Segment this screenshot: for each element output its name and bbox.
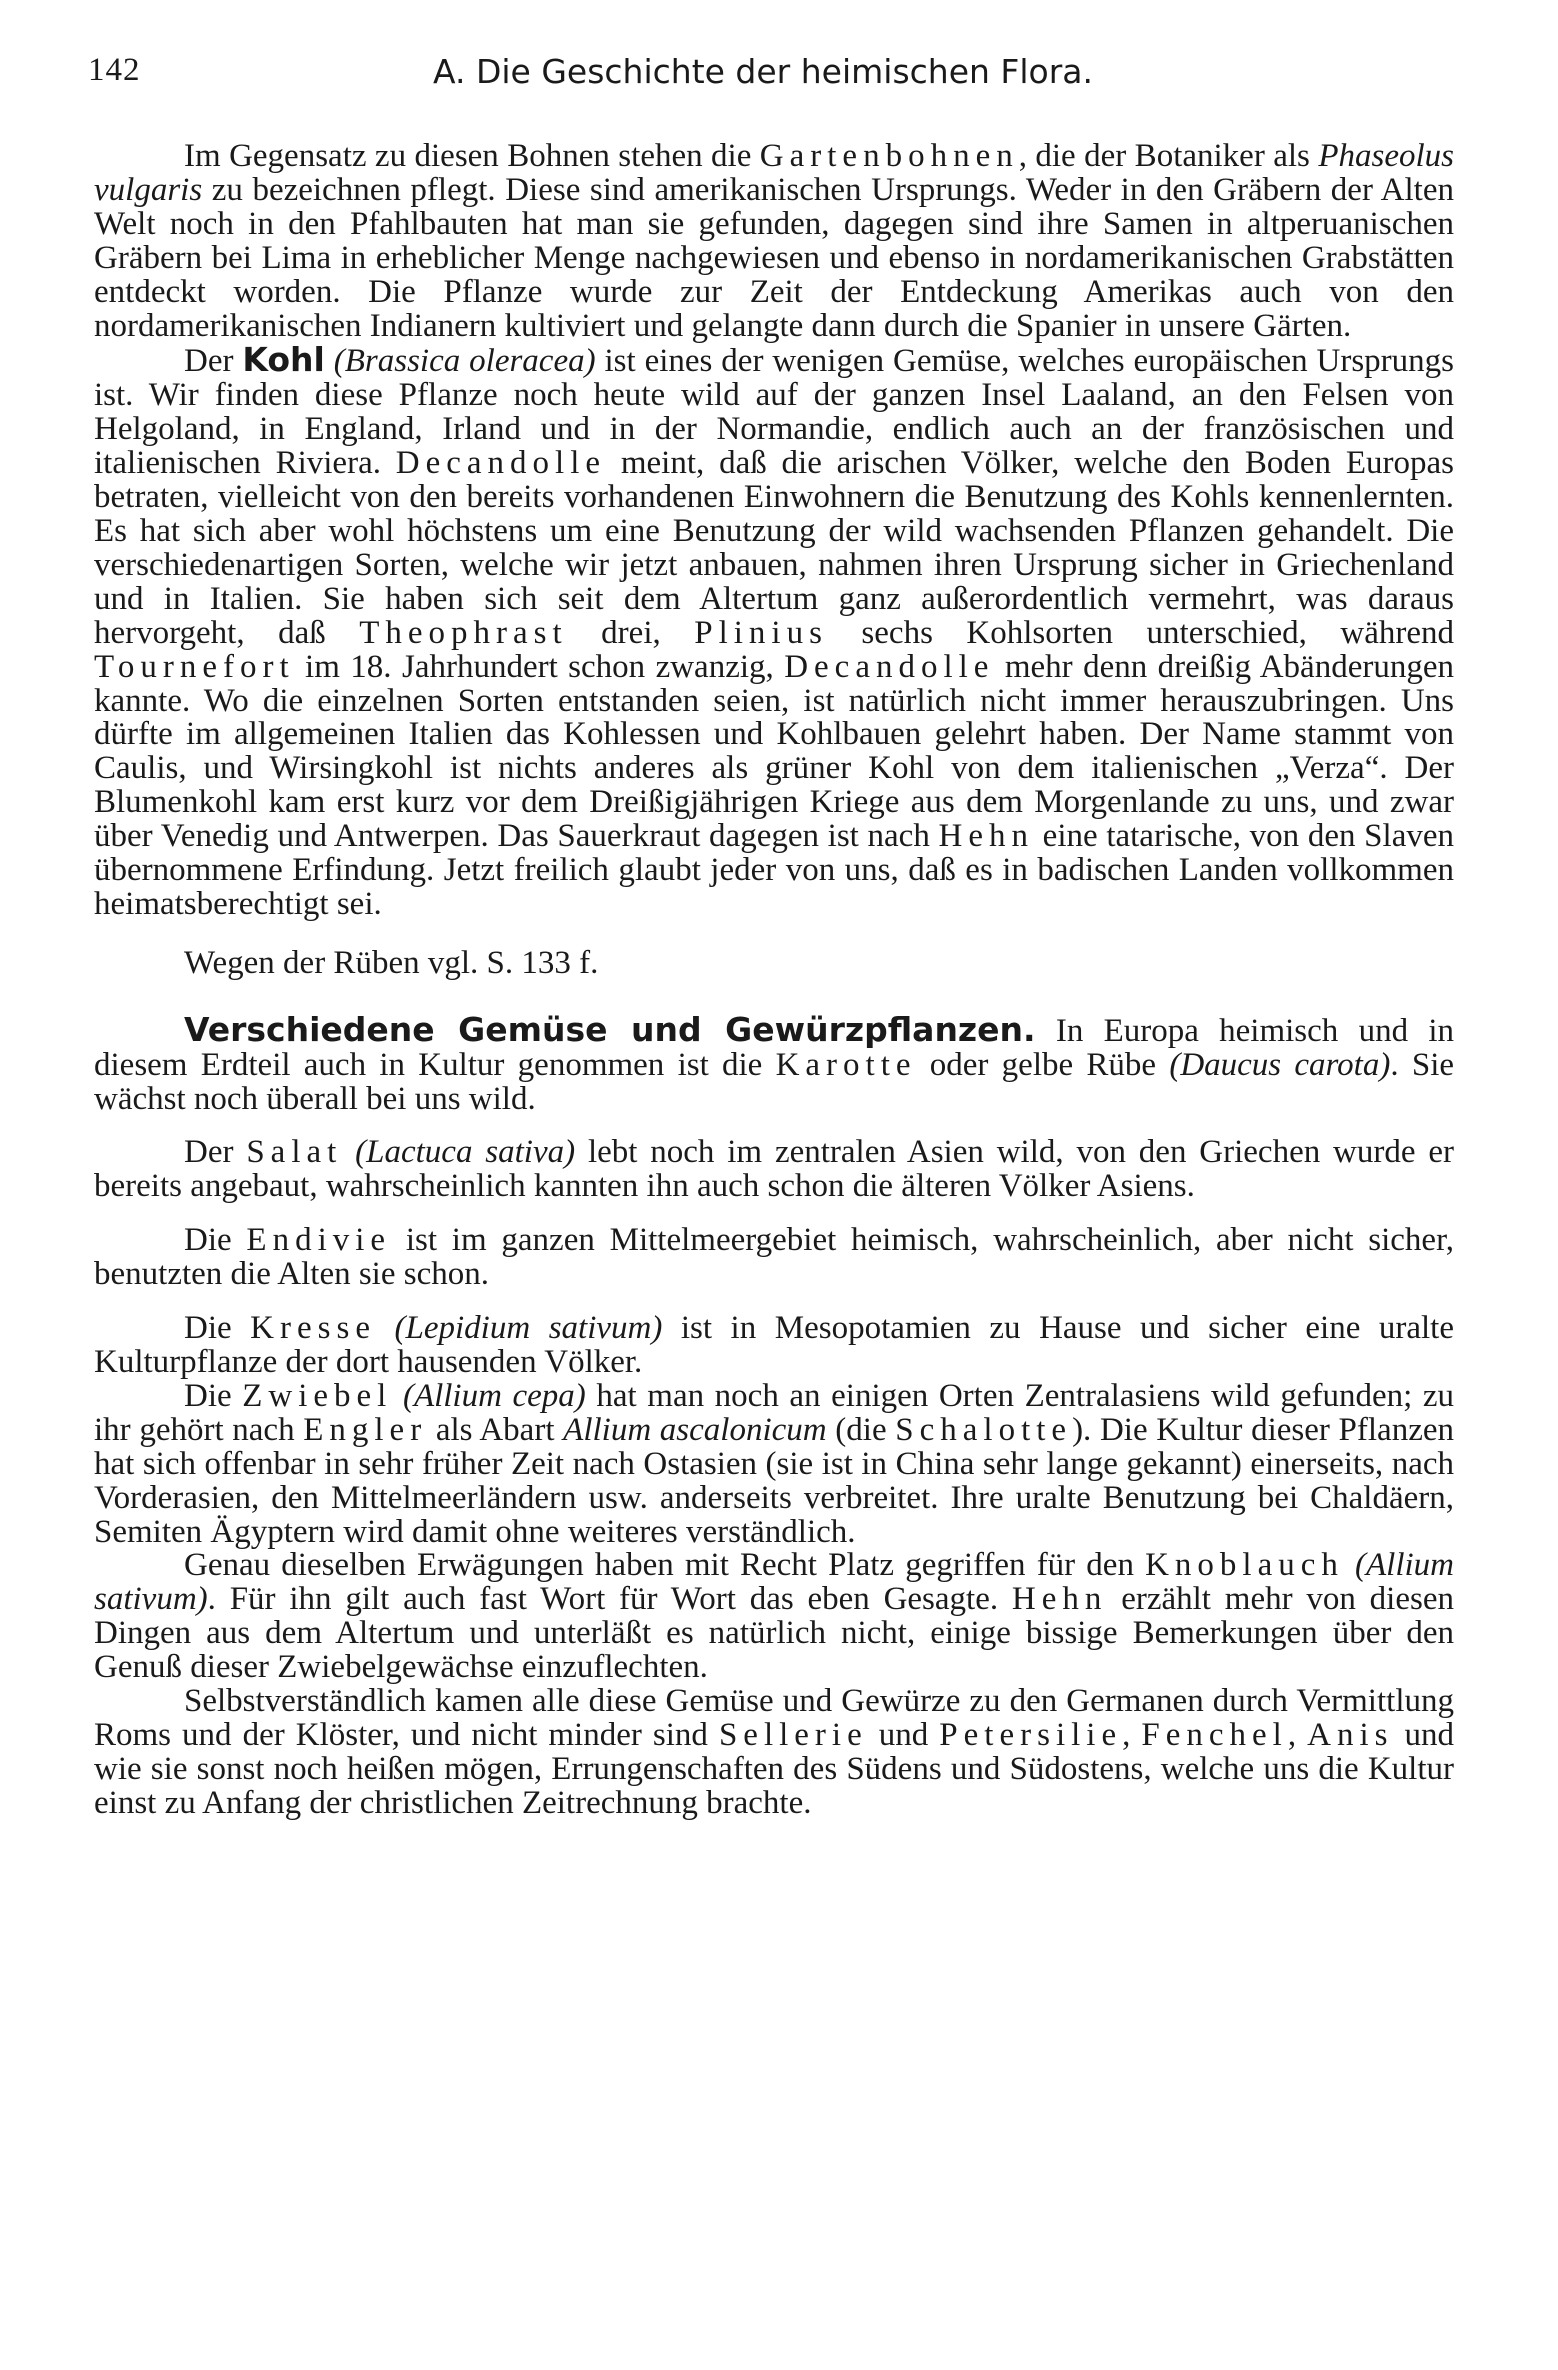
spaced-term: Anis bbox=[1307, 1716, 1394, 1753]
text-run: zu bezeichnen pflegt. Diese sind amerikanischen Ursprungs. Weder in den Gräbern der Alten Welt noch in den Pfahlbauten hat man sie gefunden, dagegen sind ihre Samen in altperuanischen Gräbern bei Lima in erheblicher Menge nachgewiesen und ebenso in nordamerikanischen Grabstätten entdeckt worden. Die Pflanze wurde zur Zeit der Entdeckung Amerikas auch von den nordamerikanischen Indianern kultiviert und gelangte dann durch die Spanier in unsere Gärten. bbox=[94, 171, 1454, 344]
text-run bbox=[325, 343, 334, 379]
spaced-term: Kresse bbox=[250, 1310, 376, 1347]
latin-name: (Lepidium sativum) bbox=[394, 1310, 663, 1347]
paragraph-salat bbox=[94, 1136, 1454, 1204]
paragraph-zwiebel bbox=[94, 1377, 1455, 1550]
text-run: In Europa heimisch und in diesem Erdteil auch in Kultur genommen ist die bbox=[94, 1012, 1455, 1083]
paragraph-endivie bbox=[94, 1224, 1454, 1292]
text-run: , die der Botaniker als bbox=[1018, 138, 1319, 174]
text-run: und bbox=[867, 1716, 940, 1753]
text-run: Genau dieselben Erwägungen haben mit Recht Platz gegriffen für den bbox=[184, 1547, 1146, 1584]
spaced-term: Petersilie bbox=[939, 1716, 1123, 1753]
text-run: als Abart bbox=[427, 1411, 564, 1448]
text-run: sechs Kohlsorten unterschied, während bbox=[827, 614, 1454, 651]
text-run: hat man noch an einigen Orten Zentralasiens wild gefunden; zu ihr gehört nach bbox=[94, 1377, 1455, 1448]
latin-name: Phaseolus vulgaris bbox=[94, 138, 1454, 208]
text-run: eine tatarische, von den Slaven übernommene Erfindung. Jetzt freilich glaubt jeder von uns, daß es in badischen Landen vollkommen heimatsberechtigt sei. bbox=[94, 818, 1454, 922]
text-run: Wegen der Rüben vgl. S. 133 f. bbox=[184, 944, 599, 981]
text-run: drei, bbox=[567, 614, 695, 651]
latin-name: (Daucus carota) bbox=[1169, 1046, 1391, 1083]
spaced-name: Hehn bbox=[1011, 1581, 1108, 1618]
text-run bbox=[376, 1310, 395, 1346]
text-run: Die bbox=[184, 1377, 243, 1414]
text-run: Selbstverständlich kamen alle diese Gemüse und Gewürze zu den Germanen durch Vermittlung Roms und der Klöster, und nicht minder sind bbox=[94, 1683, 1454, 1753]
spaced-name: Hehn bbox=[938, 818, 1034, 855]
paragraph-rueben bbox=[94, 944, 1454, 981]
text-run: oder gelbe Rübe bbox=[916, 1046, 1170, 1083]
spaced-name: Decandolle bbox=[784, 648, 995, 685]
text-run: lebt noch im zentralen Asien wild, von den Griechen wurde er bereits angebaut, wahrscheinlich kannten ihn auch schon die älteren Völker Asiens. bbox=[94, 1134, 1455, 1205]
text-run: . Für ihn gilt auch fast Wort für Wort das eben Gesagte. bbox=[207, 1581, 1012, 1618]
paragraph-kresse bbox=[94, 1312, 1454, 1380]
text-run: Die bbox=[184, 1222, 247, 1259]
running-title: A. Die Geschichte der heimischen Flora. bbox=[433, 52, 1094, 91]
latin-name: (Allium cepa) bbox=[402, 1377, 586, 1414]
section-heading: Verschiedene Gemüse und Gewürzpflanzen. bbox=[184, 1009, 1036, 1049]
latin-name: (Lactuca sativa) bbox=[355, 1134, 576, 1171]
bold-term: Kohl bbox=[242, 340, 325, 380]
spaced-term: Zwiebel bbox=[242, 1377, 393, 1414]
page-header bbox=[88, 52, 1448, 112]
text-run: ). Die Kultur dieser Pflanzen hat sich offenbar in sehr früher Zeit nach Ostasien (sie ist in China sehr lange gekannt) einerseits, nach Vorderasien, den Mittelmeerländern usw. anderseits verbreitet. Ihre uralte Benutzung bei Chaldäern, Semiten Ägyptern wird damit ohne weiteres verständlich. bbox=[94, 1411, 1454, 1550]
text-run: mehr denn dreißig Abänderungen kannte. Wo die einzelnen Sorten entstanden seien, ist natürlich nicht immer herauszubringen. Uns dürfte im allgemeinen Italien das Kohlessen und Kohlbauen gelehrt haben. Der Name stammt von Caulis, und Wirsingkohl ist nichts anderes als grüner Kohl von dem italienischen „Verza“. Der Blumenkohl kam erst kurz vor dem Dreißigjährigen Kriege aus dem Morgenlande zu uns, und zwar über Venedig und Antwerpen. Das Sauerkraut dagegen ist nach bbox=[94, 648, 1454, 855]
paragraph-knoblauch bbox=[94, 1549, 1454, 1685]
text-run: und wie sie sonst noch heißen mögen, Errungenschaften des Südens und Südostens, welche uns die Kultur einst zu Anfang der christlichen Zeitrechnung brachte. bbox=[94, 1716, 1455, 1821]
spaced-term: Salat bbox=[246, 1134, 343, 1171]
latin-name: (Allium sativum) bbox=[94, 1547, 1455, 1618]
spaced-term: Gartenbohnen bbox=[759, 138, 1019, 174]
spaced-name: Engler bbox=[303, 1411, 428, 1448]
text-run: ist in Mesopotamien zu Hause und sicher eine uralte Kulturpflanze der dort hausenden Völker. bbox=[94, 1310, 1454, 1380]
text-run: im 18. Jahrhundert schon zwanzig, bbox=[294, 648, 785, 685]
text-run: ist eines der wenigen Gemüse, welches europäischen Ursprungs ist. Wir finden diese Pflanze noch heute wild auf der ganzen Insel Laaland, an den Felsen von Helgoland, in England, Irland und in der Normandie, endlich auch an der französischen und italienischen Riviera. bbox=[94, 343, 1454, 482]
text-run: . Sie wächst noch überall bei uns wild. bbox=[94, 1046, 1455, 1117]
text-run: Die bbox=[184, 1310, 251, 1347]
spaced-term: Knoblauch bbox=[1145, 1547, 1344, 1584]
page-number: 142 bbox=[88, 52, 141, 88]
page-body bbox=[94, 140, 1454, 1821]
text-run: Der bbox=[184, 1134, 247, 1171]
paragraph-gartenbohnen bbox=[94, 140, 1454, 343]
text-run: meint, daß die arischen Völker, welche den Boden Europas betraten, vielleicht von den bereits vorhandenen Einwohnern die Benutzung des Kohls kennenlernten. Es hat sich aber wohl höchstens um eine Benutzung der wild wachsenden Pflanzen gehandelt. Die verschiedenartigen Sorten, welche wir jetzt anbauen, nahmen ihren Ursprung sicher in Griechenland und in Italien. Sie haben sich seit dem Altertum ganz außerordentlich vermehrt, was daraus hervorgeht, daß bbox=[94, 445, 1455, 651]
text-run: Im Gegensatz zu diesen Bohnen stehen die bbox=[184, 138, 760, 174]
spaced-name: Theophrast bbox=[359, 614, 568, 651]
text-run: Der bbox=[184, 343, 243, 380]
text-run: , bbox=[1287, 1716, 1308, 1753]
spaced-term: Fenchel bbox=[1141, 1716, 1288, 1753]
text-run: ist im ganzen Mittelmeergebiet heimisch, wahrscheinlich, aber nicht sicher, benutzten die Alten sie schon. bbox=[94, 1222, 1454, 1293]
spaced-name: Decandolle bbox=[395, 445, 607, 482]
text-run: (die bbox=[826, 1411, 896, 1448]
paragraph-verschiedene-gemuese bbox=[94, 1009, 1455, 1117]
paragraph-germanen bbox=[94, 1685, 1454, 1821]
text-run: erzählt mehr von diesen Dingen aus dem Altertum und unterläßt es natürlich nicht, einige bissige Bemerkungen über den Genuß dieser Zwiebelgewächse einzuflechten. bbox=[94, 1581, 1454, 1686]
spaced-term: Endivie bbox=[246, 1222, 392, 1259]
spaced-term: Karotte bbox=[775, 1046, 917, 1083]
spaced-term: Sellerie bbox=[718, 1716, 868, 1753]
paragraph-kohl bbox=[94, 340, 1455, 922]
latin-name: Allium ascalonicum bbox=[563, 1411, 827, 1448]
spaced-term: Schalotte bbox=[895, 1411, 1073, 1448]
spaced-name: Tournefort bbox=[94, 648, 295, 685]
text-run bbox=[342, 1134, 355, 1170]
text-run bbox=[392, 1378, 403, 1414]
latin-name: (Brassica oleracea) bbox=[333, 343, 596, 380]
text-run: , bbox=[1122, 1716, 1142, 1753]
spaced-name: Plinius bbox=[694, 614, 828, 651]
text-run bbox=[1344, 1547, 1355, 1583]
